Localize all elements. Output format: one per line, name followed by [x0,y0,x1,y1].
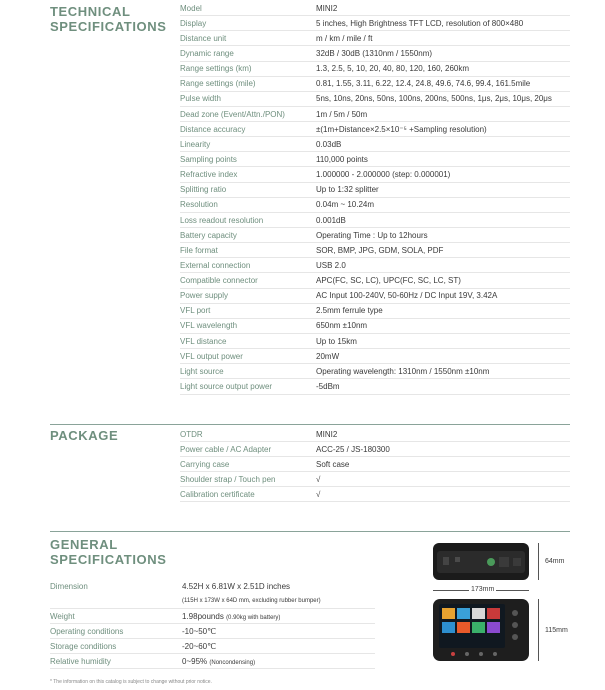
package-label: Calibration certificate [180,489,255,499]
spec-row [180,289,570,304]
general-title-line1: GENERAL [50,537,118,552]
spec-label: Battery capacity [180,230,237,240]
gen-value: -20~60℃ [182,641,217,651]
gen-label: Weight [50,611,75,621]
spec-label: Distance accuracy [180,124,246,134]
spec-row [180,183,570,198]
spec-row [180,274,570,289]
package-value: ACC-25 / JS-180300 [316,444,390,454]
spec-row [180,198,570,213]
spec-value: MINI2 [316,3,338,13]
package-title: PACKAGE [50,428,119,443]
spec-label: External connection [180,260,251,270]
spec-label: Power supply [180,291,229,301]
device-screen-icon [433,599,529,661]
spec-row [180,228,570,243]
package-label: OTDR [180,429,203,439]
footnote: * The information on this catalog is subject to change without prior notice. [50,679,212,685]
humidity-note: (Noncondensing) [209,659,256,666]
spec-value: Operating Time : Up to 12hours [316,230,428,240]
weight-note: (0.90kg with battery) [226,614,281,621]
spec-label: VFL port [180,306,211,316]
spec-value: 110,000 points [316,154,368,164]
technical-title-line1: TECHNICAL [50,4,131,19]
spec-label: Refractive index [180,170,238,180]
spec-row [180,122,570,137]
general-row-weight [50,609,375,624]
gen-value [182,657,255,666]
spec-row [180,334,570,349]
spec-value: 0.03dB [316,139,342,149]
spec-row [180,46,570,61]
width-dimension: 173mm [471,586,495,593]
spec-label: Compatible connector [180,276,258,286]
spec-label: Dead zone (Event/Attn./PON) [180,109,285,119]
spec-value: USB 2.0 [316,260,346,270]
spec-value: 1.3, 2.5, 5, 10, 20, 40, 80, 120, 160, 260km [316,64,469,74]
spec-value: Up to 15km [316,336,357,346]
spec-value: SOR, BMP, JPG, GDM, SOLA, PDF [316,245,444,255]
spec-value: 5ns, 10ns, 20ns, 50ns, 100ns, 200ns, 500ns, 1μs, 2μs, 10μs, 20μs [316,94,552,104]
spec-value: 0.001dB [316,215,346,225]
general-row-dimension [50,579,375,594]
spec-label: Pulse width [180,94,221,104]
package-row [180,472,570,487]
package-row [180,442,570,457]
gen-label: Operating conditions [50,626,124,636]
package-row [180,487,570,502]
package-label: Power cable / AC Adapter [180,444,272,454]
spec-value: 5 inches, High Brightness TFT LCD, resolution of 800×480 [316,18,524,28]
spec-value: 20mW [316,351,340,361]
spec-row [180,304,570,319]
spec-row [180,243,570,258]
section-divider [50,531,570,532]
section-divider [50,424,570,425]
depth-dimension: 64mm [545,558,565,565]
spec-value: m / km / mile / ft [316,33,373,43]
spec-row [180,31,570,46]
spec-label: Resolution [180,200,218,210]
package-row [180,427,570,442]
spec-row [180,1,570,16]
gen-label: Storage conditions [50,641,117,651]
general-title-line2: SPECIFICATIONS [50,552,167,567]
general-row-operating [50,624,375,639]
spec-label: Loss readout resolution [180,215,264,225]
general-spec-title [50,537,167,567]
dimension-subtext: (115H x 173W x 64D mm, excluding rubber bumper) [182,598,321,604]
spec-label: Linearity [180,139,211,149]
spec-value: 32dB / 30dB (1310nm / 1550nm) [316,48,433,58]
gen-label: Dimension [50,582,88,591]
general-row-humidity [50,654,375,669]
spec-value: ±(1m+Distance×2.5×10⁻⁵ +Sampling resolution) [316,124,487,134]
general-row-storage [50,639,375,654]
spec-label: VFL output power [180,351,243,361]
spec-row [180,213,570,228]
package-label: Shoulder strap / Touch pen [180,474,276,484]
height-dim-line [538,599,539,661]
spec-row [180,152,570,167]
device-front-view-image [433,599,529,661]
spec-row [180,62,570,77]
spec-label: Model [180,3,202,13]
weight-value: 1.98pounds [182,611,224,621]
spec-row [180,380,570,395]
gen-value: -10~50℃ [182,626,217,636]
spec-value: AC Input 100-240V, 50-60Hz / DC Input 19V, 3.42A [316,291,498,301]
spec-label: Dynamic range [180,48,234,58]
spec-label: VFL distance [180,336,227,346]
device-top-view-image [433,543,529,580]
spec-value: APC(FC, SC, LC), UPC(FC, SC, LC, ST) [316,276,461,286]
gen-label: Relative humidity [50,656,111,666]
spec-value: 2.5mm ferrule type [316,306,383,316]
spec-label: Light source output power [180,382,273,392]
gen-value: 4.52H x 6.81W x 2.51D inches [182,582,291,591]
spec-row [180,168,570,183]
spec-value: Operating wavelength: 1310nm / 1550nm ±10nm [316,366,490,376]
package-value: Soft case [316,459,350,469]
technical-title-line2: SPECIFICATIONS [50,19,167,34]
package-value: √ [316,474,321,484]
spec-value: 0.81, 1.55, 3.11, 6.22, 12.4, 24.8, 49.6, 74.6, 99.4, 161.5mile [316,79,531,89]
spec-row [180,77,570,92]
package-label: Carrying case [180,459,230,469]
package-value: MINI2 [316,429,338,439]
spec-row [180,319,570,334]
package-value: √ [316,489,321,499]
spec-value: 1m / 5m / 50m [316,109,368,119]
spec-row [180,137,570,152]
spec-value: 650nm ±10nm [316,321,368,331]
spec-label: Range settings (km) [180,64,252,74]
gen-value [182,612,280,621]
technical-spec-title [50,4,167,34]
device-top-ports-icon [433,543,529,580]
spec-row [180,258,570,273]
spec-value: Up to 1:32 splitter [316,185,379,195]
spec-label: Light source [180,366,224,376]
depth-dim-line [538,543,539,580]
package-row [180,457,570,472]
spec-label: Splitting ratio [180,185,227,195]
height-dimension: 115mm [545,627,568,634]
spec-label: Sampling points [180,154,237,164]
spec-row [180,92,570,107]
spec-label: Range settings (mile) [180,79,256,89]
spec-value: 0.04m ~ 10.24m [316,200,375,210]
spec-row [180,364,570,379]
spec-label: VFL wavelength [180,321,238,331]
spec-label: File format [180,245,218,255]
spec-value: 1.000000 - 2.000000 (step: 0.000001) [316,170,451,180]
humidity-value: 0~95% [182,656,208,666]
spec-row [180,349,570,364]
spec-label: Display [180,18,207,28]
spec-row [180,16,570,31]
spec-row [180,107,570,122]
spec-label: Distance unit [180,33,227,43]
spec-value: -5dBm [316,382,340,392]
